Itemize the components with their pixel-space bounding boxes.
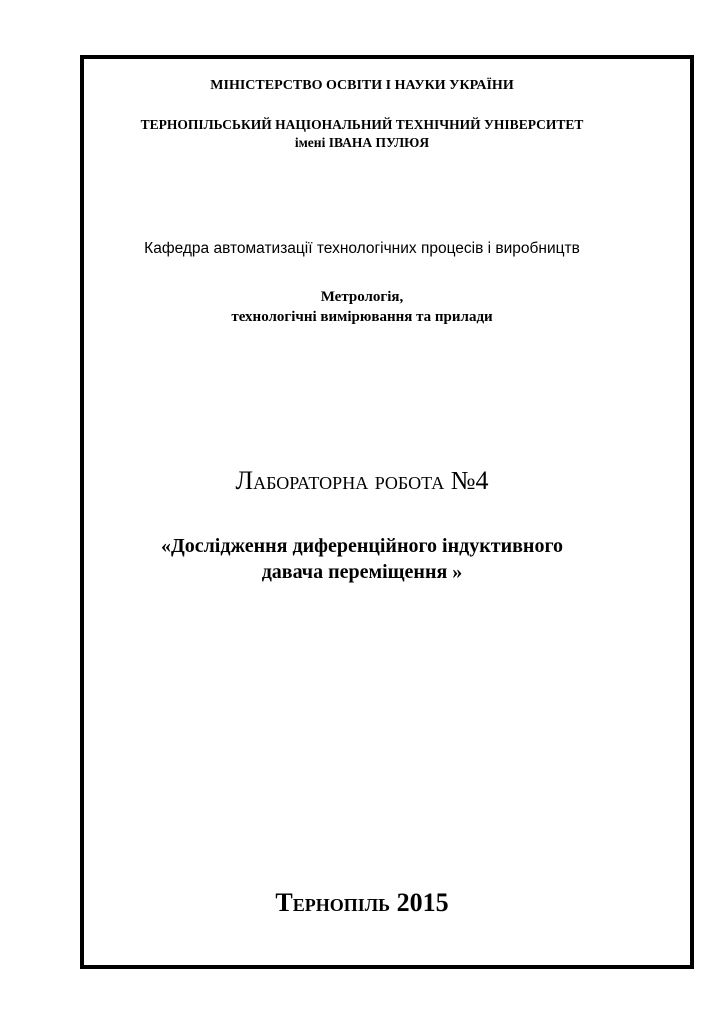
university-named-after: імені ІВАНА ПУЛЮЯ xyxy=(294,135,430,150)
university-name: ТЕРНОПІЛЬСЬКИЙ НАЦІОНАЛЬНИЙ ТЕХНІЧНИЙ УНІВЕРСИТЕТ xyxy=(140,117,584,132)
topic-line-1: «Дослідження диференційного індуктивного xyxy=(160,535,564,557)
subject-line-1: Метрологія, xyxy=(320,289,404,305)
page-border xyxy=(80,55,694,969)
lab-title-text: Лабораторна робота №4 xyxy=(235,466,489,495)
ministry-name: МІНІСТЕРСТВО ОСВІТИ І НАУКИ УКРАЇНИ xyxy=(210,78,514,93)
topic-line-2: давача переміщення » xyxy=(261,561,463,583)
subject-line-2: технологічні вимірювання та прилади xyxy=(231,309,493,325)
lab-title xyxy=(0,466,724,496)
department-name: Кафедра автоматизації технологічних процесів і виробництв xyxy=(144,240,580,257)
city-year: Тернопіль 2015 xyxy=(275,888,449,917)
